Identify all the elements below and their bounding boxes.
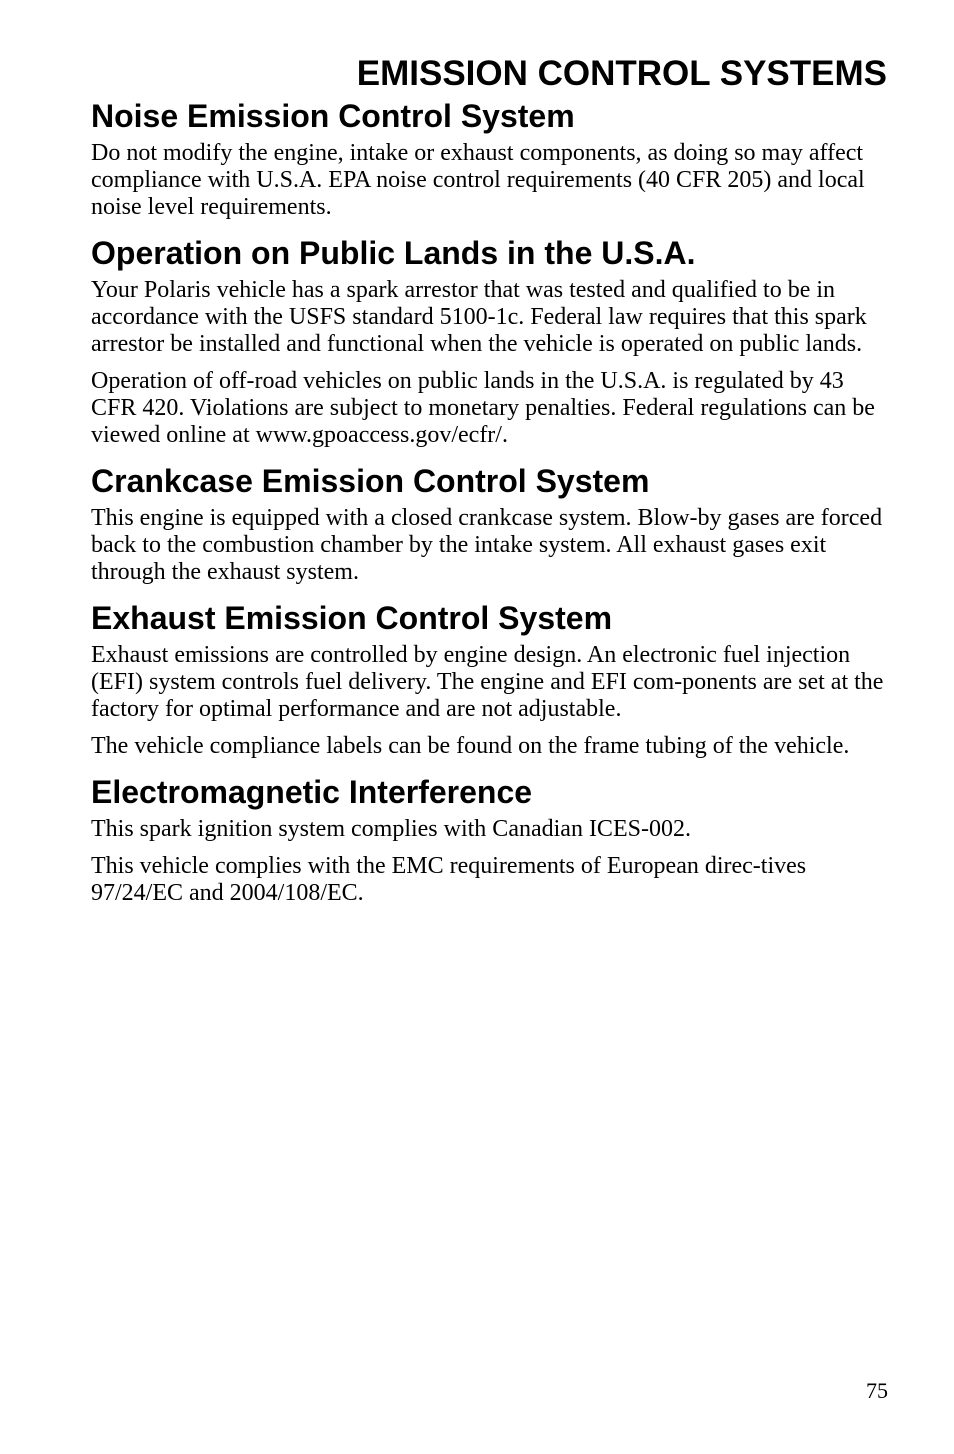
- section-heading: Electromagnetic Interference: [91, 774, 533, 810]
- chapter-title: EMISSION CONTROL SYSTEMS: [356, 54, 887, 93]
- section-heading: Crankcase Emission Control System: [91, 463, 650, 499]
- section-crankcase-emission: [91, 461, 887, 586]
- section-exhaust-emission: [91, 598, 887, 760]
- paragraph: This vehicle complies with the EMC requirements of European direc-tives 97/24/EC and 2004/108/EC.: [91, 853, 807, 906]
- section-noise-emission: [91, 96, 887, 221]
- paragraph: This engine is equipped with a closed crankcase system. Blow-by gases are forced back to the combustion chamber by the intake system. All exhaust gases exit through the exhaust system.: [91, 505, 883, 585]
- section-electromagnetic-interference: [91, 772, 887, 907]
- paragraph: This spark ignition system complies with Canadian ICES-002.: [91, 816, 691, 842]
- section-public-lands: [91, 233, 887, 449]
- paragraph: Exhaust emissions are controlled by engine design. An electronic fuel injection (EFI) system controls fuel delivery. The engine and EFI com-ponents are set at the factory for optimal performance and are not adjustable.: [91, 642, 884, 722]
- section-heading: Operation on Public Lands in the U.S.A.: [91, 235, 696, 271]
- page-number: 75: [866, 1378, 888, 1403]
- paragraph: Do not modify the engine, intake or exhaust components, as doing so may affect compliance with U.S.A. EPA noise control requirements (40 CFR 205) and local noise level requirements.: [91, 140, 865, 220]
- section-heading: Exhaust Emission Control System: [91, 600, 613, 636]
- page-content: [91, 52, 887, 917]
- paragraph: The vehicle compliance labels can be found on the frame tubing of the vehicle.: [91, 733, 850, 759]
- section-heading: Noise Emission Control System: [91, 98, 575, 134]
- paragraph: Your Polaris vehicle has a spark arrestor that was tested and qualified to be in accordance with the USFS standard 5100-1c. Federal law requires that this spark arrestor be installed and functional when the vehicle is operated on public lands.: [91, 277, 867, 357]
- paragraph: Operation of off-road vehicles on public lands in the U.S.A. is regulated by 43 CFR 420. Violations are subject to monetary penalties. Federal regulations can be viewed online at www.gpoaccess.gov/ecfr/.: [91, 368, 875, 448]
